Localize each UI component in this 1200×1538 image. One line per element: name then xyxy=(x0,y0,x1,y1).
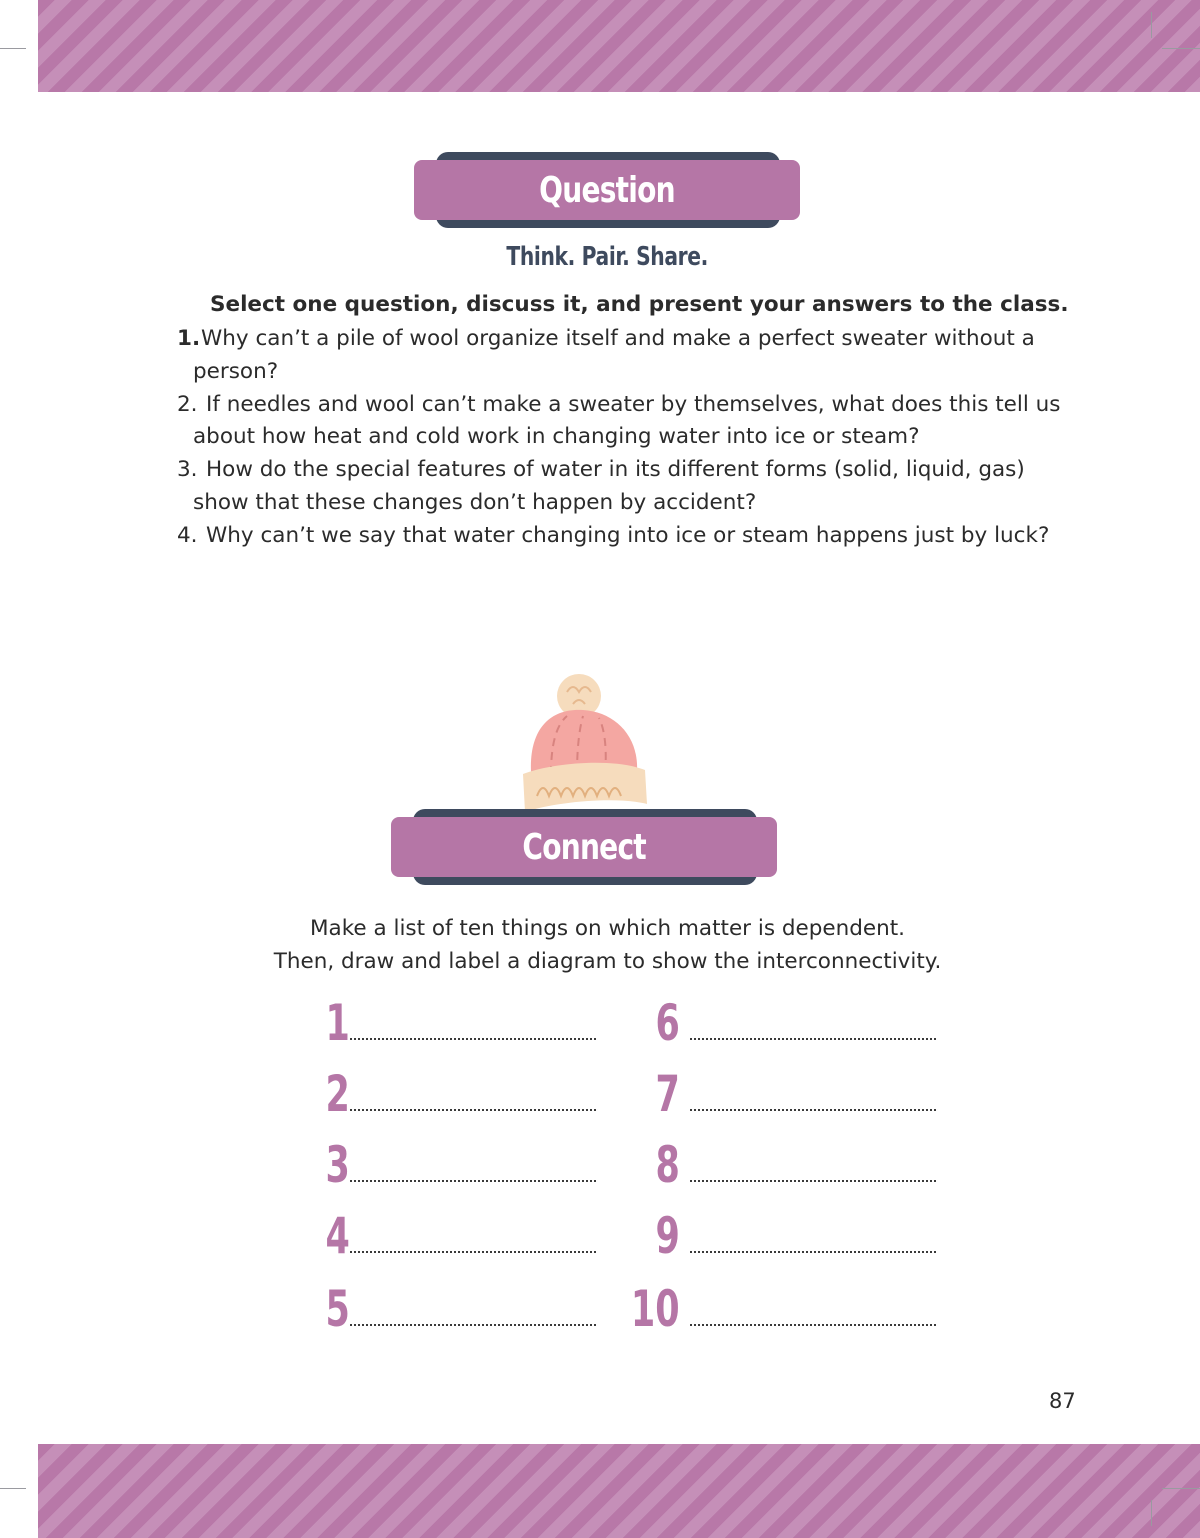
connect-text-line: Then, draw and label a diagram to show the interconnectivity. xyxy=(273,949,942,974)
top-stripe-band xyxy=(38,0,1200,92)
question-item xyxy=(177,454,1074,520)
bottom-stripe-band xyxy=(38,1444,1200,1538)
list-number: 10 xyxy=(631,1280,680,1338)
question-number: 3. xyxy=(177,457,198,482)
connect-title: Connect xyxy=(522,826,646,868)
list-number: 3 xyxy=(325,1136,350,1194)
crop-mark xyxy=(1151,1500,1152,1526)
question-text: If needles and wool can’t make a sweater by themselves, what does this tell us xyxy=(206,391,1061,417)
question-text-continued: about how heat and cold work in changing water into ice or steam? xyxy=(193,424,920,450)
question-item xyxy=(177,389,1074,455)
answer-line[interactable] xyxy=(350,1109,596,1111)
question-title: Question xyxy=(539,169,675,211)
answer-line[interactable] xyxy=(690,1324,936,1326)
answer-line[interactable] xyxy=(350,1251,596,1253)
question-text: How do the special features of water in its different forms (solid, liquid, gas) xyxy=(206,457,1025,482)
list-number: 2 xyxy=(325,1065,350,1123)
answer-line[interactable] xyxy=(690,1109,936,1111)
list-number: 8 xyxy=(655,1136,680,1194)
answer-line[interactable] xyxy=(690,1180,936,1182)
question-text-continued: person? xyxy=(193,358,279,384)
list-number: 9 xyxy=(655,1207,680,1265)
answer-line[interactable] xyxy=(690,1251,936,1253)
answer-line[interactable] xyxy=(350,1038,596,1040)
page-number: 87 xyxy=(1049,1389,1076,1413)
question-number: 2. xyxy=(177,391,198,417)
instruction-text: Select one question, discuss it, and present your answers to the class. xyxy=(210,292,1069,317)
question-list xyxy=(177,323,1074,552)
connect-instructions xyxy=(0,912,1200,978)
crop-mark xyxy=(1162,48,1200,49)
answer-line[interactable] xyxy=(350,1324,596,1326)
answer-line[interactable] xyxy=(690,1038,936,1040)
section-subtitle: Think. Pair. Share. xyxy=(506,242,709,272)
question-item xyxy=(177,520,1074,553)
question-text-continued: show that these changes don’t happen by accident? xyxy=(193,489,757,515)
crop-mark xyxy=(1162,1488,1200,1489)
crop-mark xyxy=(1151,12,1152,38)
list-number: 5 xyxy=(325,1280,350,1338)
list-number: 7 xyxy=(655,1065,680,1123)
question-number: 4. xyxy=(177,522,198,548)
answer-line[interactable] xyxy=(350,1180,596,1182)
knit-hat-icon xyxy=(515,670,655,815)
list-number: 1 xyxy=(325,994,350,1052)
list-number: 4 xyxy=(325,1207,350,1265)
banner-front xyxy=(391,817,777,877)
list-number: 6 xyxy=(655,994,680,1052)
banner-front xyxy=(414,160,800,220)
question-item xyxy=(177,323,1074,389)
question-number: 1. xyxy=(177,326,201,351)
crop-mark xyxy=(0,1488,26,1489)
connect-text-line: Make a list of ten things on which matter is dependent. xyxy=(309,916,906,941)
question-text: Why can’t a pile of wool organize itself and make a perfect sweater without a xyxy=(201,326,1035,351)
question-text: Why can’t we say that water changing into ice or steam happens just by luck? xyxy=(206,522,1050,548)
crop-mark xyxy=(0,48,26,49)
